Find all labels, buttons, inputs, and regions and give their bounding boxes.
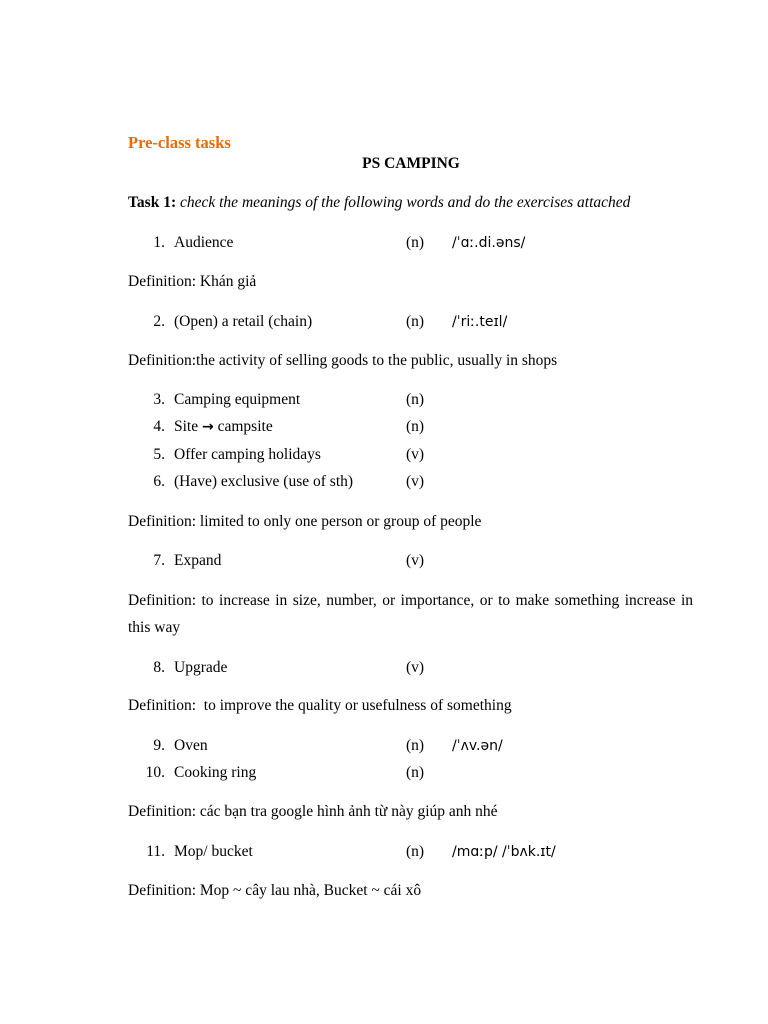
definition: Definition: Mop ~ cây lau nhà, Bucket ~ cái xô bbox=[128, 882, 422, 899]
item-word bbox=[174, 418, 273, 436]
item-word: Audience bbox=[174, 234, 234, 251]
list-item bbox=[0, 418, 768, 440]
item-part-of-speech: (n) bbox=[406, 391, 425, 408]
item-part-of-speech: (n) bbox=[406, 418, 425, 435]
item-word: Cooking ring bbox=[174, 764, 257, 781]
item-number: 9. bbox=[153, 737, 165, 754]
item-pronunciation: /ˈɑː.di.əns/ bbox=[452, 235, 526, 251]
definition: Definition: Khán giả bbox=[128, 273, 257, 290]
list-item bbox=[0, 764, 768, 786]
item-word: (Open) a retail (chain) bbox=[174, 313, 313, 330]
definition: Definition: các bạn tra google hình ảnh từ này giúp anh nhé bbox=[128, 803, 498, 820]
task-instruction bbox=[128, 194, 630, 212]
item-part-of-speech: (n) bbox=[406, 843, 425, 860]
item-number: 11. bbox=[146, 843, 165, 860]
definition: Definition: to improve the quality or usefulness of something bbox=[128, 697, 512, 714]
list-item bbox=[0, 391, 768, 413]
item-pronunciation: /ˈʌv.ən/ bbox=[452, 738, 503, 754]
list-item bbox=[0, 234, 768, 256]
list-item bbox=[0, 313, 768, 335]
item-number: 10. bbox=[145, 764, 165, 781]
list-item bbox=[0, 843, 768, 865]
section-heading: Pre-class tasks bbox=[128, 133, 231, 152]
item-part-of-speech: (v) bbox=[406, 473, 425, 490]
item-pronunciation: /mɑːp/ /ˈbʌk.ɪt/ bbox=[452, 844, 556, 860]
task-text: check the meanings of the following words and do the exercises attached bbox=[179, 194, 631, 211]
item-part-of-speech: (n) bbox=[406, 764, 425, 781]
item-word-b: campsite bbox=[217, 418, 273, 435]
task-label: Task 1: bbox=[128, 194, 177, 211]
item-part-of-speech: (v) bbox=[406, 659, 425, 676]
item-word: Expand bbox=[174, 552, 222, 569]
item-part-of-speech: (v) bbox=[406, 446, 425, 463]
definition: Definition: to increase in size, number, or importance, or to make something increase in this way bbox=[128, 592, 693, 636]
item-part-of-speech: (n) bbox=[406, 737, 425, 754]
item-number: 3. bbox=[153, 391, 165, 408]
item-number: 4. bbox=[153, 418, 165, 435]
arrow-right-icon: → bbox=[202, 419, 214, 435]
list-item bbox=[0, 737, 768, 759]
document-title: PS CAMPING bbox=[362, 155, 460, 172]
item-number: 8. bbox=[153, 659, 165, 676]
item-part-of-speech: (n) bbox=[406, 234, 425, 251]
list-item bbox=[0, 659, 768, 681]
item-word: Offer camping holidays bbox=[174, 446, 321, 463]
item-part-of-speech: (v) bbox=[406, 552, 425, 569]
list-item bbox=[0, 552, 768, 574]
definition: Definition:the activity of selling goods to the public, usually in shops bbox=[128, 352, 558, 369]
item-number: 7. bbox=[153, 552, 165, 569]
list-item bbox=[0, 473, 768, 495]
item-word: Upgrade bbox=[174, 659, 228, 676]
list-item bbox=[0, 446, 768, 468]
definition: Definition: limited to only one person or group of people bbox=[128, 513, 482, 530]
item-word: Camping equipment bbox=[174, 391, 301, 408]
item-part-of-speech: (n) bbox=[406, 313, 425, 330]
item-number: 6. bbox=[153, 473, 165, 490]
item-pronunciation: /ˈriː.teɪl/ bbox=[452, 314, 508, 330]
item-number: 5. bbox=[153, 446, 165, 463]
item-word: (Have) exclusive (use of sth) bbox=[174, 473, 354, 490]
item-number: 2. bbox=[153, 313, 165, 330]
item-number: 1. bbox=[153, 234, 165, 251]
item-word-a: Site bbox=[174, 418, 199, 435]
item-word: Mop/ bucket bbox=[174, 843, 253, 860]
item-word: Oven bbox=[174, 737, 208, 754]
